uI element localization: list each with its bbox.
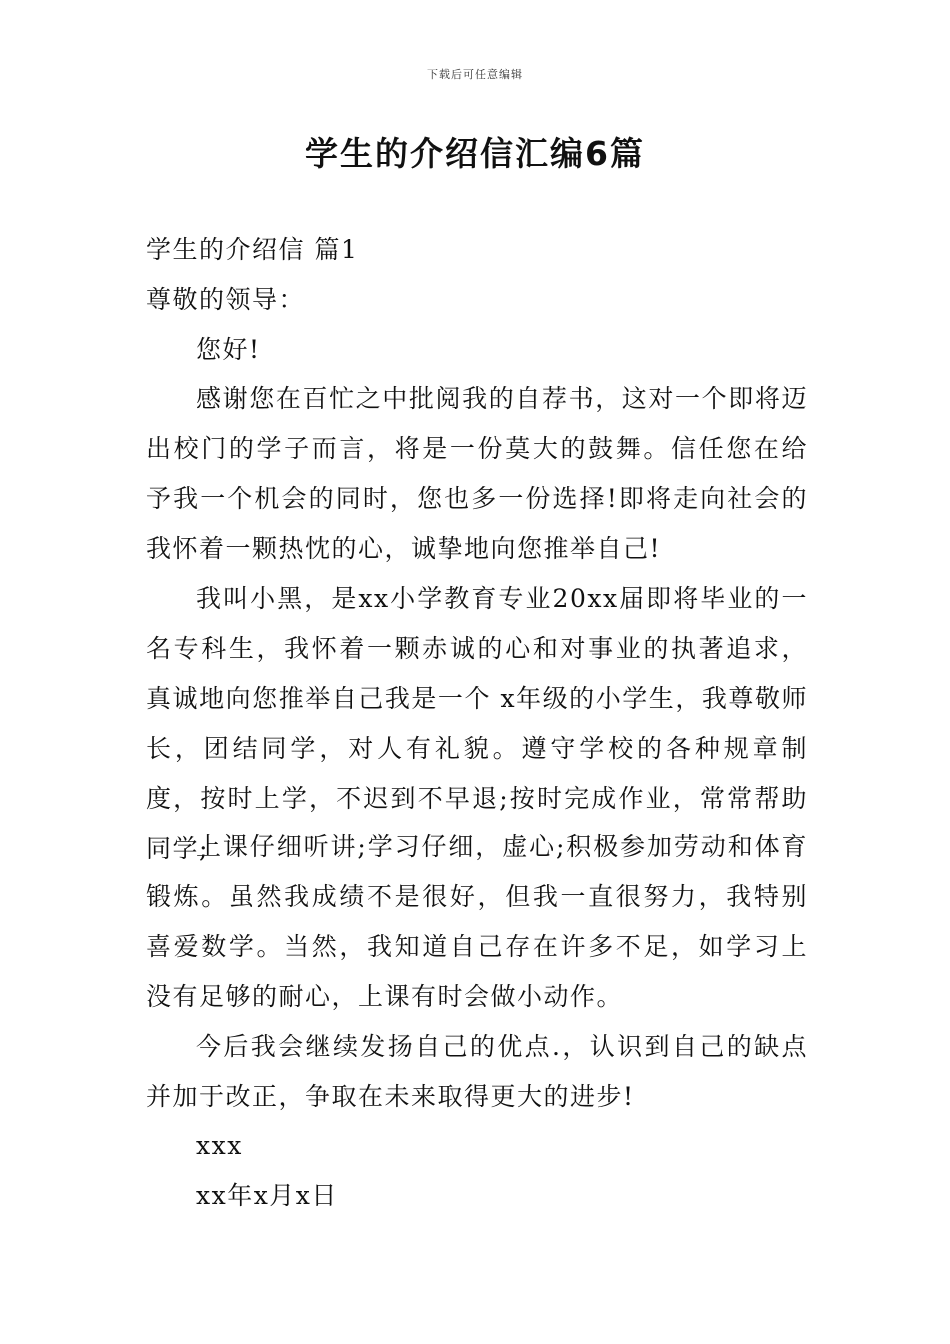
signature: xxx: [196, 1131, 243, 1160]
body-paragraph: 上课仔细听讲;学习仔细，虚心;积极参加劳动和体育锻炼。虽然我成绩不是很好，但我一直很努力，我特别喜爱数学。当然，我知道自己存在许多不足，如学习上没有足够的耐心，上课有时会做小动作。: [146, 832, 808, 1011]
body-paragraph: 我叫小黑，是xx小学教育专业20xx届即将毕业的一名专科生，我怀着一颗赤诚的心和对事业的执著追求，真诚地向您推举自己我是一个 x年级的小学生，我尊敬师长，团结同学，对人有礼貌。遵守学校的各种规章制度，按时上学，不迟到不早退;按时完成作业，常常帮助同学;: [146, 584, 808, 863]
salutation: 尊敬的领导：: [146, 285, 306, 314]
section-heading: 学生的介绍信 篇1: [146, 235, 359, 264]
letter-date: xx年x月x日: [196, 1181, 338, 1210]
header-note: 下载后可任意编辑: [427, 68, 523, 81]
document-title: 学生的介绍信汇编6篇: [305, 134, 645, 173]
body-paragraph: 感谢您在百忙之中批阅我的自荐书，这对一个即将迈出校门的学子而言，将是一份莫大的鼓舞。信任您在给予我一个机会的同时，您也多一份选择!即将走向社会的我怀着一颗热忱的心，诚挚地向您推举自己!: [146, 384, 808, 563]
body-paragraph: 今后我会继续发扬自己的优点.，认识到自己的缺点并加于改正，争取在未来取得更大的进步!: [146, 1032, 808, 1111]
greeting: 您好!: [196, 335, 261, 364]
